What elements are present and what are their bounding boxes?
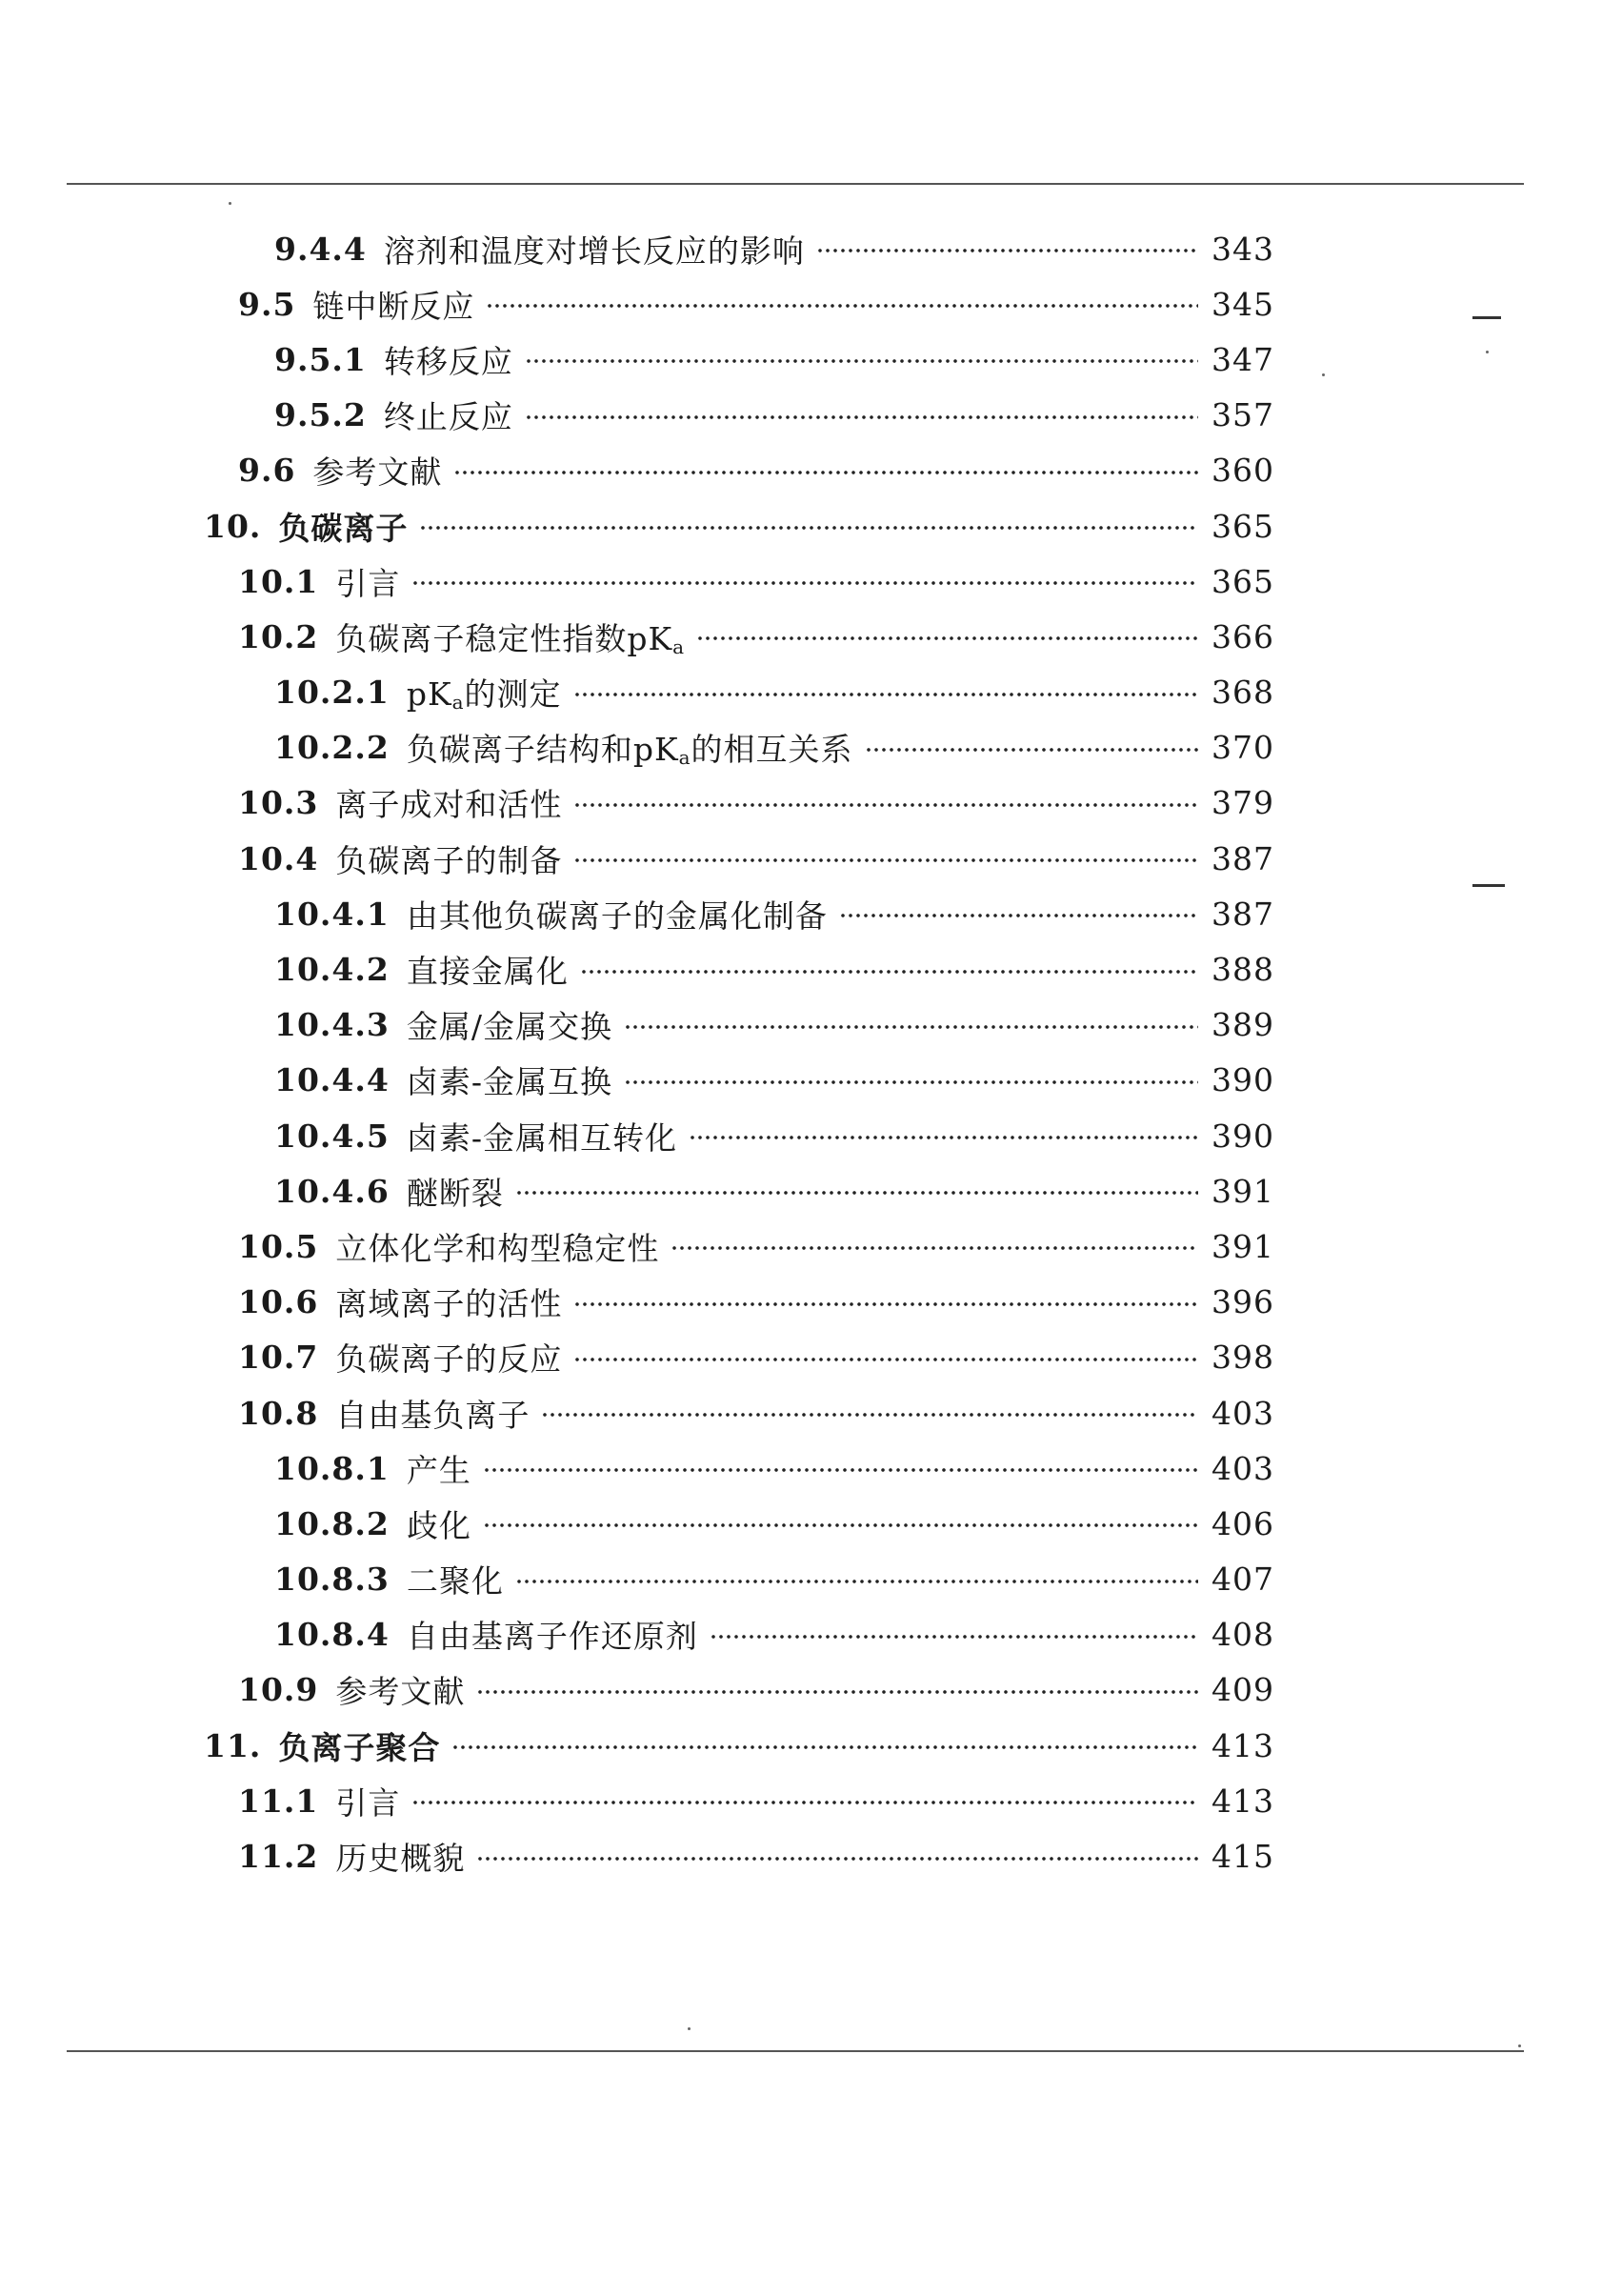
toc-entry-title xyxy=(335,559,400,604)
toc-entry-page-number: 396 xyxy=(1211,1283,1274,1321)
toc-entry-page-number: 403 xyxy=(1211,1449,1274,1487)
dot-leader xyxy=(476,1856,1198,1862)
dot-leader xyxy=(483,1522,1198,1528)
toc-entry-number: 10.4.5 xyxy=(274,1117,390,1155)
toc-entry-number: 10.8.4 xyxy=(274,1616,390,1654)
toc-entry xyxy=(238,609,1622,664)
toc-entry xyxy=(274,941,1622,997)
toc-entry-title xyxy=(384,337,513,382)
scan-speck xyxy=(688,2027,691,2030)
toc-entry-number: 11. xyxy=(204,1726,262,1764)
toc-entry-title xyxy=(407,1557,504,1601)
dot-leader xyxy=(573,692,1198,697)
toc-entry xyxy=(274,1496,1622,1551)
toc-entry-page-number: 357 xyxy=(1211,396,1274,434)
toc-entry-title-text: 醚断裂 xyxy=(406,1174,504,1212)
toc-entry-number: 10.4.1 xyxy=(274,895,390,933)
toc-entry-title-text: 链中断反应 xyxy=(312,287,475,325)
toc-entry xyxy=(238,775,1622,831)
dot-leader xyxy=(580,969,1198,975)
toc-entry xyxy=(238,554,1622,609)
toc-entry-title xyxy=(312,448,442,493)
dot-leader xyxy=(839,913,1198,918)
toc-entry-title-text: 立体化学和构型稳定性 xyxy=(335,1229,660,1267)
toc-entry-title-text: 转移反应 xyxy=(383,342,513,380)
toc-entry-page-number: 409 xyxy=(1211,1671,1274,1709)
toc-entry-title xyxy=(335,836,562,881)
toc-entry xyxy=(238,1330,1622,1385)
toc-entry-number: 9.4.4 xyxy=(274,230,367,268)
toc-entry xyxy=(274,332,1622,387)
dot-leader xyxy=(525,358,1198,364)
toc-entry-number: 10.5 xyxy=(238,1227,319,1265)
toc-entry xyxy=(238,1385,1622,1440)
toc-entry-page-number: 343 xyxy=(1211,230,1274,268)
dot-leader xyxy=(696,635,1198,641)
toc-entry-title xyxy=(312,282,474,327)
toc-entry xyxy=(238,1275,1622,1330)
toc-entry-title xyxy=(384,393,513,437)
toc-entry xyxy=(274,886,1622,941)
dot-leader xyxy=(411,1800,1198,1805)
toc-entry xyxy=(204,1718,1622,1773)
toc-entry-title xyxy=(407,1612,698,1657)
toc-entry-number: 10.8 xyxy=(238,1394,319,1432)
toc-entry-number: 9.5.1 xyxy=(274,340,367,378)
toc-entry xyxy=(204,498,1622,554)
toc-entry-title xyxy=(407,1114,677,1158)
toc-entry-number: 10. xyxy=(204,507,262,545)
toc-entry xyxy=(274,1108,1622,1163)
toc-entry xyxy=(238,831,1622,886)
toc-entry-page-number: 366 xyxy=(1211,617,1274,655)
toc-entry-title-text: 溶剂和温度对增长反应的影响 xyxy=(383,232,805,270)
toc-entry-title xyxy=(335,1279,562,1324)
toc-entry-title-text: 由其他负碳离子的金属化制备 xyxy=(406,896,828,935)
toc-entry-number: 10.8.1 xyxy=(274,1449,390,1487)
toc-entry xyxy=(238,1218,1622,1274)
toc-entry-title-text: 参考文献 xyxy=(335,1673,466,1711)
toc-entry-title xyxy=(384,227,805,272)
toc-entry-title-text: 产生 xyxy=(406,1451,471,1489)
toc-entry-page-number: 390 xyxy=(1211,1117,1274,1155)
dot-leader xyxy=(451,1744,1198,1750)
dot-leader xyxy=(541,1412,1198,1418)
toc-entry xyxy=(274,1552,1622,1607)
toc-entry-number: 10.3 xyxy=(238,784,319,822)
toc-entry-page-number: 407 xyxy=(1211,1561,1274,1599)
toc-entry-title xyxy=(407,1446,471,1491)
toc-entry-title-subscript: a xyxy=(672,634,686,658)
toc-entry-page-number: 365 xyxy=(1211,562,1274,600)
dot-leader xyxy=(573,1357,1198,1362)
toc-entry-title-text: 离子成对和活性 xyxy=(335,786,563,824)
scan-speck xyxy=(1486,351,1489,353)
toc-entry-title xyxy=(278,1723,440,1768)
dot-leader xyxy=(816,248,1198,253)
toc-entry-page-number: 345 xyxy=(1211,285,1274,323)
toc-entry-title-subscript: a xyxy=(678,746,691,770)
toc-entry-page-number: 390 xyxy=(1211,1061,1274,1099)
table-of-contents xyxy=(0,221,1622,1884)
toc-entry-title xyxy=(407,1057,612,1102)
toc-entry-title xyxy=(407,892,828,937)
dot-leader xyxy=(573,857,1198,863)
toc-entry-page-number: 388 xyxy=(1211,951,1274,989)
toc-entry-title-text: 负碳离子的反应 xyxy=(335,1340,563,1379)
toc-entry-title xyxy=(278,504,408,549)
toc-entry-number: 9.5 xyxy=(238,285,296,323)
toc-entry-title-text: pK xyxy=(406,675,452,714)
toc-entry xyxy=(238,1828,1622,1883)
toc-entry-title-text: 卤素-金属相互转化 xyxy=(406,1118,677,1157)
toc-entry-title-text: 卤素-金属互换 xyxy=(406,1063,612,1101)
toc-entry-page-number: 370 xyxy=(1211,729,1274,767)
toc-entry-page-number: 408 xyxy=(1211,1616,1274,1654)
toc-entry-page-number: 347 xyxy=(1211,340,1274,378)
dot-leader xyxy=(624,1024,1198,1030)
toc-entry-number: 10.8.3 xyxy=(274,1561,390,1599)
toc-entry-number: 10.4.6 xyxy=(274,1172,390,1210)
toc-entry-title-text: 自由基负离子 xyxy=(335,1396,531,1434)
dot-leader xyxy=(483,1467,1198,1473)
toc-entry-title-text: 引言 xyxy=(335,1783,401,1822)
toc-entry-page-number: 413 xyxy=(1211,1782,1274,1820)
toc-entry-number: 9.5.2 xyxy=(274,396,367,434)
toc-entry-title xyxy=(335,1834,465,1879)
top-rule xyxy=(67,183,1524,185)
toc-entry-number: 10.2 xyxy=(238,617,319,655)
toc-entry-title-text: 负碳离子稳定性指数pK xyxy=(335,619,673,657)
toc-entry xyxy=(274,221,1622,276)
scan-speck xyxy=(1518,2044,1521,2047)
toc-entry-title xyxy=(335,614,685,659)
toc-entry-number: 9.6 xyxy=(238,452,296,490)
toc-entry xyxy=(274,1440,1622,1496)
toc-entry-title xyxy=(335,1779,400,1823)
toc-entry xyxy=(274,388,1622,443)
dot-leader xyxy=(525,414,1198,420)
toc-entry-title xyxy=(407,1169,504,1214)
toc-entry-number: 10.4.3 xyxy=(274,1006,390,1044)
toc-entry-title-text: 二聚化 xyxy=(406,1562,504,1601)
toc-entry-number: 11.1 xyxy=(238,1782,319,1820)
toc-entry-page-number: 391 xyxy=(1211,1227,1274,1265)
dot-leader xyxy=(624,1079,1198,1085)
dot-leader xyxy=(515,1579,1198,1584)
toc-entry-number: 10.2.1 xyxy=(274,674,390,712)
toc-entry-page-number: 415 xyxy=(1211,1838,1274,1876)
toc-entry-title-text: 离域离子的活性 xyxy=(335,1285,563,1323)
toc-entry xyxy=(274,665,1622,720)
toc-entry-page-number: 413 xyxy=(1211,1726,1274,1764)
toc-entry xyxy=(238,1662,1622,1718)
dot-leader xyxy=(453,470,1198,475)
toc-entry-title-text: 历史概貌 xyxy=(335,1840,466,1878)
toc-entry-page-number: 379 xyxy=(1211,784,1274,822)
dot-leader xyxy=(573,1301,1198,1307)
toc-entry-title-text: 引言 xyxy=(335,564,401,602)
dot-leader xyxy=(411,580,1198,586)
scan-speck xyxy=(1322,373,1325,376)
toc-entry-number: 10.4.4 xyxy=(274,1061,390,1099)
toc-entry-title-text: 自由基离子作还原剂 xyxy=(406,1618,698,1656)
toc-entry-title xyxy=(407,725,853,770)
toc-entry-page-number: 387 xyxy=(1211,839,1274,877)
toc-entry-title-text: 负碳离子的制备 xyxy=(335,841,563,879)
toc-entry-page-number: 398 xyxy=(1211,1339,1274,1377)
dot-leader xyxy=(486,303,1198,309)
bottom-rule xyxy=(67,2050,1524,2052)
margin-mark xyxy=(1472,316,1501,319)
toc-entry-page-number: 389 xyxy=(1211,1006,1274,1044)
toc-entry xyxy=(274,1053,1622,1108)
toc-entry-title xyxy=(335,780,562,825)
toc-entry xyxy=(274,720,1622,775)
toc-entry xyxy=(274,1163,1622,1218)
toc-entry-title xyxy=(407,1501,471,1546)
toc-entry xyxy=(274,1607,1622,1662)
toc-entry-title-subscript: a xyxy=(451,691,465,715)
toc-entry-title-text: 直接金属化 xyxy=(406,953,569,991)
toc-entry-title-text: 参考文献 xyxy=(312,453,443,492)
toc-entry xyxy=(238,276,1622,332)
dot-leader xyxy=(476,1689,1198,1695)
dot-leader xyxy=(419,525,1198,531)
toc-entry xyxy=(238,443,1622,498)
toc-entry-number: 10.8.2 xyxy=(274,1504,390,1542)
margin-mark xyxy=(1472,884,1505,887)
toc-entry-title-text: 负离子聚合 xyxy=(278,1728,441,1766)
toc-entry-page-number: 368 xyxy=(1211,674,1274,712)
toc-entry-title-text: 负碳离子结构和pK xyxy=(406,731,679,769)
toc-entry-number: 10.6 xyxy=(238,1283,319,1321)
toc-entry-title xyxy=(335,1335,562,1380)
toc-entry-number: 10.7 xyxy=(238,1339,319,1377)
dot-leader xyxy=(689,1135,1198,1140)
toc-entry xyxy=(274,997,1622,1053)
dot-leader xyxy=(865,747,1198,753)
toc-entry-title xyxy=(335,1391,530,1436)
toc-entry-title-text: 负碳离子 xyxy=(278,509,409,547)
toc-entry-title-text: 金属/金属交换 xyxy=(406,1008,612,1046)
toc-entry-page-number: 403 xyxy=(1211,1394,1274,1432)
dot-leader xyxy=(671,1245,1198,1251)
toc-entry-title-text: 终止反应 xyxy=(383,398,513,436)
toc-entry-title-suffix: 的测定 xyxy=(464,675,562,714)
toc-entry-title xyxy=(335,1224,659,1269)
toc-entry-number: 10.2.2 xyxy=(274,729,390,767)
toc-entry-number: 10.1 xyxy=(238,562,319,600)
toc-entry-title-text: 歧化 xyxy=(406,1506,471,1544)
toc-entry-number: 11.2 xyxy=(238,1838,319,1876)
toc-entry-title xyxy=(407,670,562,715)
toc-entry-page-number: 391 xyxy=(1211,1172,1274,1210)
scan-speck xyxy=(229,202,231,205)
toc-entry-title xyxy=(335,1667,465,1712)
toc-entry-number: 10.9 xyxy=(238,1671,319,1709)
toc-entry-number: 10.4 xyxy=(238,839,319,877)
dot-leader xyxy=(573,802,1198,808)
toc-entry-page-number: 387 xyxy=(1211,895,1274,933)
dot-leader xyxy=(710,1634,1198,1640)
toc-entry xyxy=(238,1773,1622,1828)
toc-entry-page-number: 360 xyxy=(1211,452,1274,490)
dot-leader xyxy=(515,1190,1198,1196)
toc-entry-title xyxy=(407,947,569,992)
toc-entry-page-number: 365 xyxy=(1211,507,1274,545)
toc-entry-page-number: 406 xyxy=(1211,1504,1274,1542)
toc-entry-title xyxy=(407,1002,612,1047)
toc-entry-title-suffix: 的相互关系 xyxy=(691,731,853,769)
toc-entry-number: 10.4.2 xyxy=(274,951,390,989)
